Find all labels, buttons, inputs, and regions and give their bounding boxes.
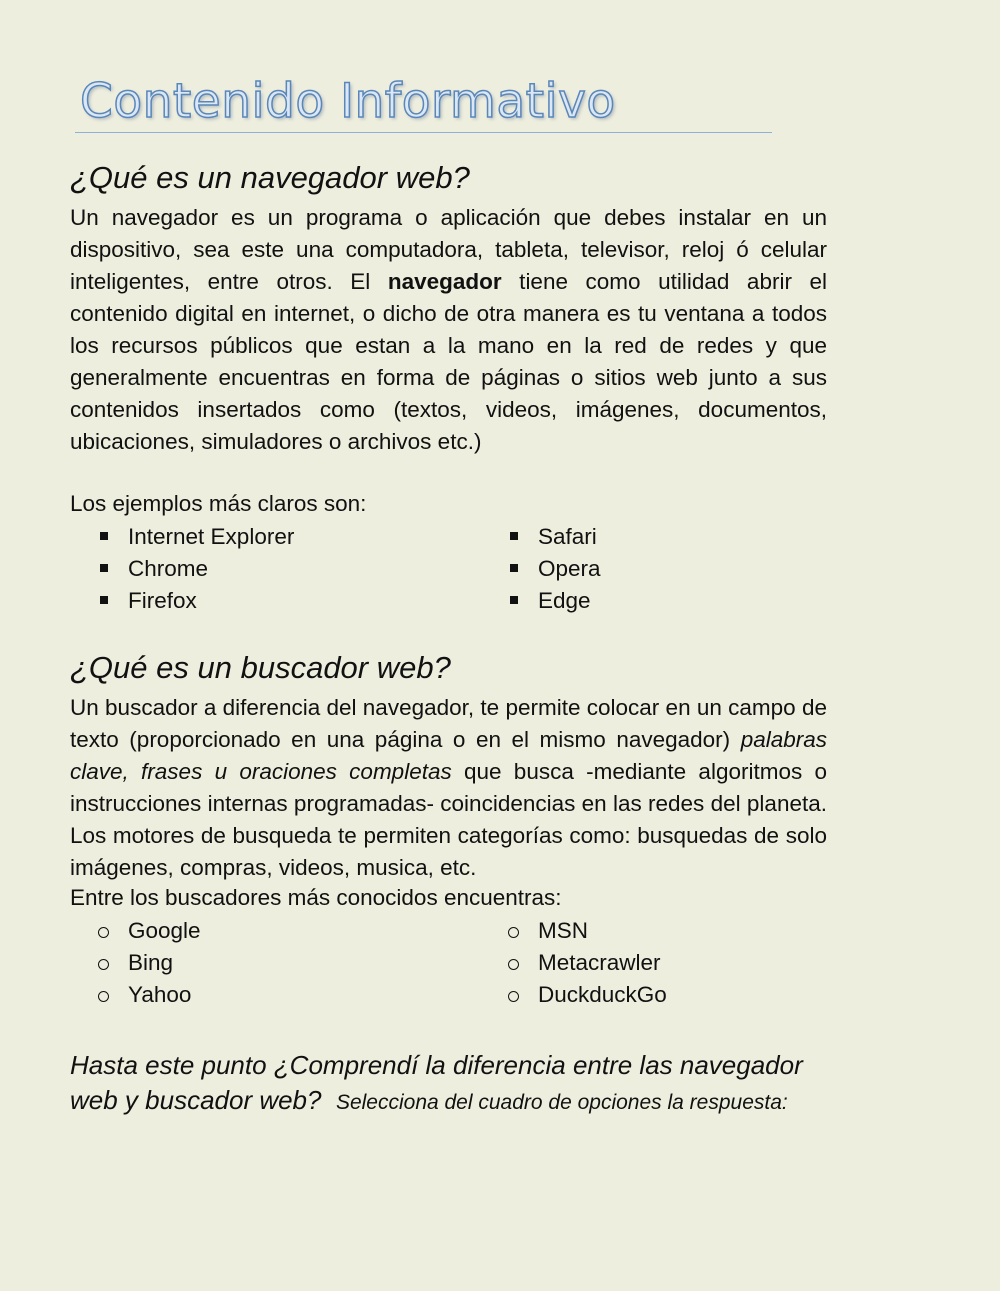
list-item: Yahoo [98, 979, 201, 1011]
list-item: Google [98, 915, 201, 947]
list-item: Opera [508, 553, 601, 585]
engine-list-right [508, 915, 667, 1011]
paragraph-buscador-text-1: Un buscador a diferencia del navegador, te permite colocar en un campo de texto (proporcionado en una página o en el mismo navegador) [70, 695, 827, 752]
browser-list-right [508, 521, 601, 617]
engines-intro: Entre los buscadores más conocidos encuentras: [70, 885, 562, 910]
page-title: Contenido Informativo [80, 74, 616, 129]
list-item: DuckduckGo [508, 979, 667, 1011]
engine-list-left [98, 915, 201, 1011]
closing-question [70, 1048, 850, 1120]
list-item: Bing [98, 947, 201, 979]
paragraph-navegador-text-2: tiene como utilidad abrir el contenido digital en internet, o dicho de otra manera es tu ventana a todos los recursos públicos que estan a la mano en la red de redes y que generalmente encuentras en forma de páginas o sitios web junto a sus contenidos insertados como (textos, videos, imágenes, documentos, ubicaciones, simuladores o archivos etc.) [70, 269, 828, 454]
closing-question-text: Hasta este punto ¿Comprendí la diferencia entre las navegador web y buscador web? [70, 1050, 803, 1115]
list-item: MSN [508, 915, 667, 947]
paragraph-navegador-text-1: Un navegador es un programa o aplicación que debes instalar en un dispositivo, sea este una computadora, tableta, televisor, reloj ó celular inteligentes, entre otros. El [70, 205, 827, 294]
list-item: Firefox [98, 585, 294, 617]
list-item: Chrome [98, 553, 294, 585]
heading-navegador: ¿Qué es un navegador web? [70, 160, 470, 195]
list-item: Edge [508, 585, 601, 617]
paragraph-buscador-italic: palabras clave, frases u oraciones completas [70, 727, 827, 784]
heading-buscador: ¿Qué es un buscador web? [70, 650, 451, 685]
closing-instruction: Selecciona del cuadro de opciones la respuesta: [335, 1091, 788, 1114]
paragraph-navegador-bold: navegador [387, 269, 502, 294]
paragraph-navegador [70, 202, 827, 458]
list-item: Metacrawler [508, 947, 667, 979]
paragraph-buscador [70, 692, 827, 884]
title-underline [75, 132, 772, 133]
browser-list-left [98, 521, 294, 617]
list-item: Safari [508, 521, 601, 553]
list-item: Internet Explorer [98, 521, 294, 553]
examples-intro: Los ejemplos más claros son: [70, 491, 367, 516]
paragraph-buscador-text-2: que busca -mediante algoritmos o instrucciones internas programadas- coincidencias en las redes del planeta. Los motores de busqueda te permiten categorías como: busquedas de solo imágenes, compras, videos, musica, etc. [70, 759, 827, 880]
